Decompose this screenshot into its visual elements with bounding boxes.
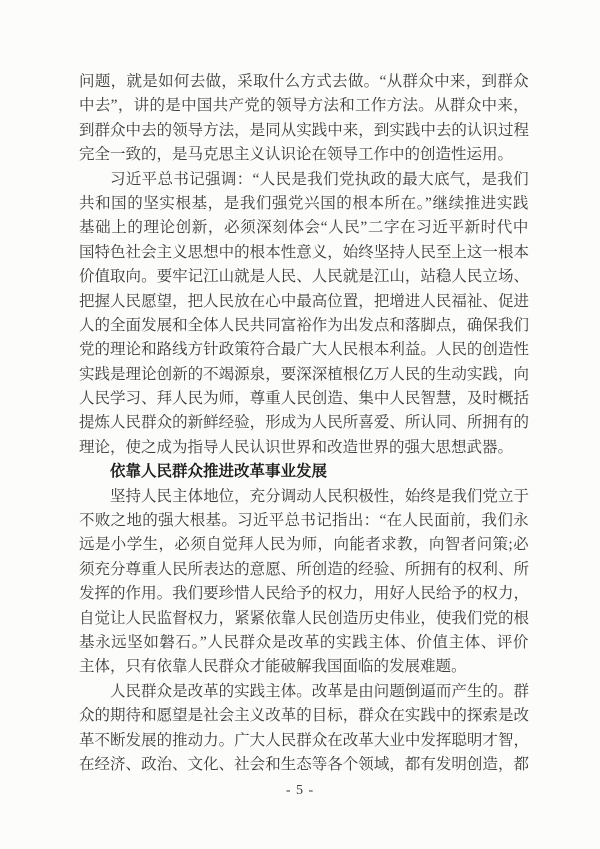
text-block (79, 70, 529, 777)
text-line: 问题，就是如何去做，采取什么方式去做。“从群众中来，到群众 (79, 73, 529, 90)
text-line: 提炼人民群众的新鲜经验，形成为人民所喜爱、所认同、所拥有的 (79, 414, 529, 432)
text-line: 自觉让人民监督权力，紧紧依靠人民创造历史伟业，使我们党的根 (79, 609, 529, 627)
text-line: 革不断发展的推动力。广大人民群众在改革大业中发挥聪明才智， (79, 731, 529, 749)
text-line: 完全一致的，是马克思主义认识论在领导工作中的创造性运用。 (79, 146, 514, 164)
text-line: 价值取向。要牢记江山就是人民、人民就是江山，站稳人民立场、 (79, 268, 529, 286)
text-line: 人的全面发展和全体人民共同富裕作为出发点和落脚点，确保我们 (79, 316, 529, 334)
text-line: 基永远坚如磐石。”人民群众是改革的实践主体、价值主体、评价 (79, 633, 529, 651)
text-line: 实践是理论创新的不竭源泉，要深深植根亿万人民的生动实践，向 (79, 365, 529, 383)
text-line: 主体，只有依靠人民群众才能破解我国面临的发展难题。 (79, 658, 467, 676)
text-line: 远是小学生，必须自觉拜人民为师，向能者求教，向智者问策;必 (79, 536, 529, 554)
text-line: 到群众中去的领导方法，是同从实践中来，到实践中去的认识过程 (79, 121, 529, 139)
text-line: 在经济、政治、文化、社会和生态等各个领域，都有发明创造，都 (79, 755, 529, 773)
text-line: 习近平总书记强调：“人民是我们党执政的最大底气，是我们 (110, 170, 529, 188)
text-line: 须充分尊重人民所表达的意愿、所创造的经验、所拥有的权利、所 (79, 560, 529, 578)
text-line: 理论，使之成为指导人民认识世界和改造世界的强大思想武器。 (79, 438, 514, 456)
text-line: 发挥的作用。我们要珍惜人民给予的权力，用好人民给予的权力， (79, 585, 529, 603)
section-heading: 依靠人民群众推进改革事业发展 (110, 463, 328, 481)
text-line: 党的理论和路线方针政策符合最广大人民根本利益。人民的创造性 (79, 341, 529, 359)
text-line: 众的期待和愿望是社会主义改革的目标，群众在实践中的探索是改 (79, 707, 529, 725)
text-line: 基础上的理论创新，必须深刻体会“人民”二字在习近平新时代中 (79, 219, 529, 237)
text-line: 坚持人民主体地位，充分调动人民积极性，始终是我们党立于 (110, 487, 529, 505)
text-line: 共和国的坚实根基，是我们强党兴国的根本所在。”继续推进实践 (79, 194, 529, 212)
text-line: 不败之地的强大根基。习近平总书记指出：“在人民面前，我们永 (79, 512, 529, 530)
page-number: - 5 - (285, 783, 315, 798)
text-line: 把握人民愿望，把人民放在心中最高位置，把增进人民福祉、促进 (79, 292, 529, 310)
text-line: 中去”，讲的是中国共产党的领导方法和工作方法。从群众中来， (79, 97, 529, 115)
text-line: 人民学习、拜人民为师，尊重人民创造、集中人民智慧，及时概括 (79, 390, 529, 408)
text-line: 人民群众是改革的实践主体。改革是由问题倒逼而产生的。群 (110, 682, 529, 700)
text-line: 国特色社会主义思想中的根本性意义，始终坚持人民至上这一根本 (79, 243, 529, 261)
